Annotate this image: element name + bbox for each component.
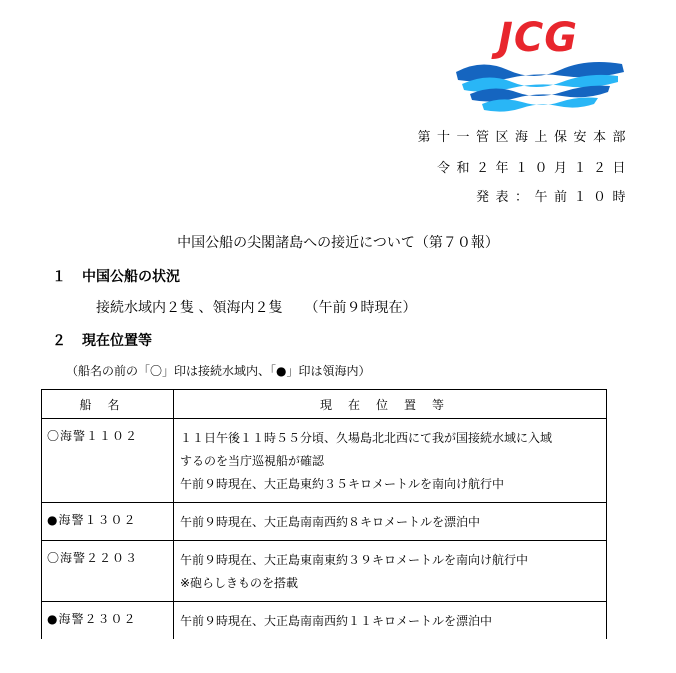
table-row bbox=[42, 419, 607, 503]
section-2-number: ２ bbox=[52, 333, 66, 349]
position-cell bbox=[174, 602, 607, 640]
legend-note: （船名の前の「〇」印は接続水域内、「●」印は領海内） bbox=[66, 364, 371, 378]
position-line: １１日午後１１時５５分頃、久場島北北西にて我が国接続水域に入域 bbox=[180, 431, 553, 445]
issue-date: 令和２年１０月１２日 bbox=[436, 161, 632, 176]
header-ship-name: 船名 bbox=[42, 390, 174, 419]
position-line: 午前９時現在、大正島東南東約３９キロメートルを南向け航行中 bbox=[180, 553, 529, 567]
vessel-position-table bbox=[41, 389, 607, 639]
section-2-heading bbox=[52, 330, 152, 350]
ship-name: ●海警２３０２ bbox=[42, 602, 174, 640]
vessel-count: 接続水域内２隻 、領海内２隻 bbox=[96, 300, 283, 316]
position-cell bbox=[174, 541, 607, 602]
table-header-row bbox=[42, 390, 607, 419]
jcg-logo-text: JCG bbox=[498, 15, 579, 61]
status-time: （午前９時現在） bbox=[304, 300, 417, 316]
table-row bbox=[42, 541, 607, 602]
table-row bbox=[42, 503, 607, 541]
position-line: するのを当庁巡視船が確認 bbox=[180, 454, 325, 468]
position-line: 午前９時現在、大正島東約３５キロメートルを南向け航行中 bbox=[180, 477, 505, 491]
section-2-title: 現在位置等 bbox=[82, 333, 152, 349]
table-row bbox=[42, 602, 607, 640]
jcg-logo bbox=[452, 16, 632, 116]
document-title: 中国公船の尖閣諸島への接近について（第７０報） bbox=[177, 235, 499, 251]
wave-emblem-icon bbox=[452, 50, 632, 114]
section-1-number: １ bbox=[52, 269, 66, 285]
position-cell bbox=[174, 419, 607, 503]
announcement-time: 発表：午前１０時 bbox=[475, 190, 632, 205]
office-name: 第十一管区海上保安本部 bbox=[417, 130, 632, 145]
vessel-status bbox=[96, 297, 416, 317]
ship-name: ●海警１３０２ bbox=[42, 503, 174, 541]
position-cell bbox=[174, 503, 607, 541]
header-position: 現在位置等 bbox=[174, 390, 607, 419]
position-line: 午前９時現在、大正島南南西約８キロメートルを漂泊中 bbox=[180, 515, 481, 529]
position-line: ※砲らしきものを搭載 bbox=[180, 576, 299, 590]
position-line: 午前９時現在、大正島南南西約１１キロメートルを漂泊中 bbox=[180, 614, 493, 628]
ship-name: 〇海警１１０２ bbox=[42, 419, 174, 503]
section-1-heading bbox=[52, 266, 180, 286]
ship-name: 〇海警２２０３ bbox=[42, 541, 174, 602]
section-1-title: 中国公船の状況 bbox=[82, 269, 180, 285]
